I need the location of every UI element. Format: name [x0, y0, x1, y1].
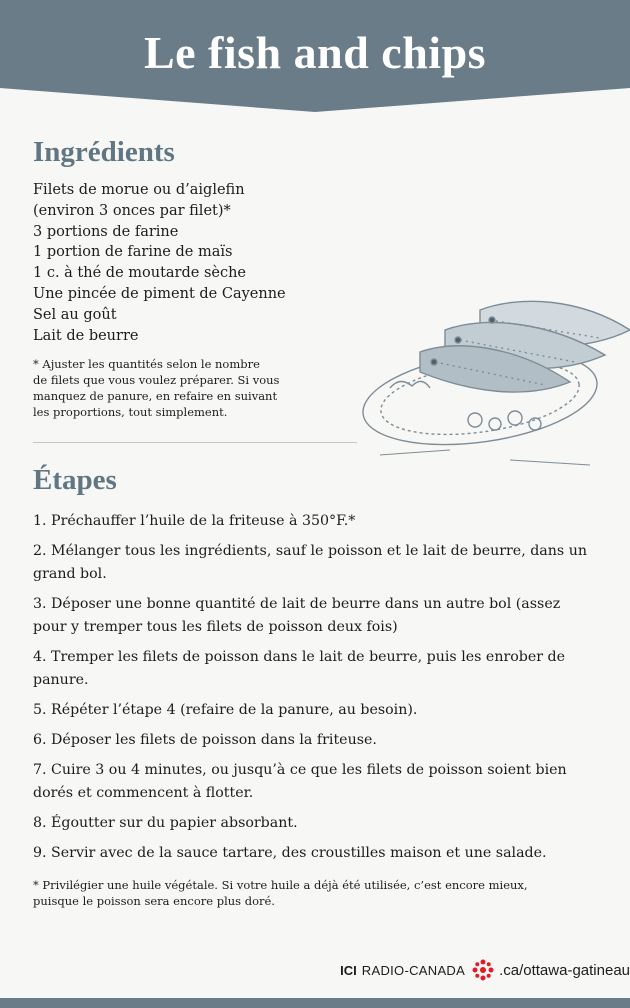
step-item: 4. Tremper les filets de poisson dans le lait de beurre, puis les enrober de panure. [33, 649, 566, 688]
ingredient-item: Une pincée de piment de Cayenne [33, 285, 286, 302]
fish-plate-illustration [360, 290, 630, 480]
steps-heading: Étapes [33, 464, 117, 496]
ingredient-item: Sel au goût [33, 306, 117, 323]
bottom-bar [0, 998, 630, 1008]
step-item: 8. Égoutter sur du papier absorbant. [33, 815, 298, 831]
section-divider [33, 442, 357, 443]
radio-canada-gem-icon [472, 959, 494, 981]
step-item: 6. Déposer les filets de poisson dans la friteuse. [33, 732, 377, 748]
radio-canada-logo[interactable] [340, 957, 630, 983]
ingredient-item: Lait de beurre [33, 327, 139, 344]
ingredients-note: * Ajuster les quantités selon le nombre de filets que vous voulez préparer. Si vous manquez de panure, en refaire en suivant les proportions, tout simplement. [33, 357, 280, 419]
step-item: 5. Répéter l’étape 4 (refaire de la panure, au besoin). [33, 702, 418, 718]
brand-url: .ca/ottawa-gatineau [499, 961, 630, 979]
ingredient-item: 3 portions de farine [33, 223, 179, 240]
ingredient-item: (environ 3 onces par filet)* [33, 202, 231, 219]
ingredients-list [33, 180, 286, 346]
step-item: 1. Préchauffer l’huile de la friteuse à 350°F.* [33, 513, 356, 529]
ingredient-item: 1 portion de farine de maïs [33, 244, 233, 261]
step-item: 9. Servir avec de la sauce tartare, des croustilles maison et une salade. [33, 845, 547, 861]
step-item: 7. Cuire 3 ou 4 minutes, ou jusqu’à ce que les filets de poisson soient bien dorés et commencent à flotter. [33, 762, 567, 801]
ingredient-item: Filets de morue ou d’aiglefin [33, 182, 245, 198]
steps-note: * Privilégier une huile végétale. Si votre huile a déjà été utilisée, c’est encore mieux, puisque le poisson sera encore plus doré. [33, 878, 528, 908]
ingredients-heading: Ingrédients [33, 136, 175, 168]
step-item: 2. Mélanger tous les ingrédients, sauf le poisson et le lait de beurre, dans un grand bol. [33, 543, 587, 582]
brand-network: RADIO-CANADA [361, 962, 466, 978]
title-banner [0, 0, 630, 112]
ingredient-item: 1 c. à thé de moutarde sèche [33, 265, 247, 282]
brand-ici: ICI [340, 962, 357, 978]
page-title: Le fish and chips [143, 27, 487, 78]
steps-list [33, 510, 593, 872]
step-item: 3. Déposer une bonne quantité de lait de beurre dans un autre bol (assez pour y tremper tous les filets de poisson deux fois) [33, 596, 561, 635]
